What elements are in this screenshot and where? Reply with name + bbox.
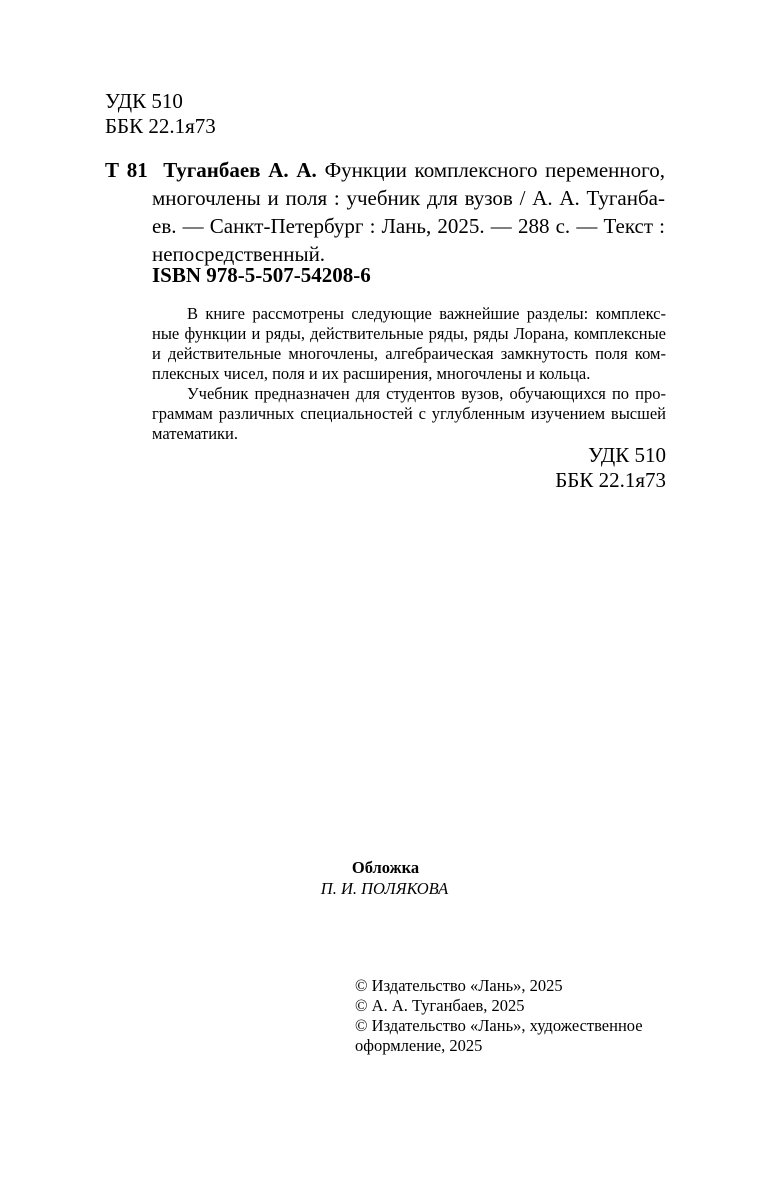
abstract-paragraph: В книге рассмотрены следующие важнейшие разделы: комплексные функции и ряды, действительные ряды, ряды Лорана, комплексные и действительные многочлены, алгебраическая замкнутость поля комплексных чисел, поля и их расширения, многочлены и кольца. — [152, 304, 666, 383]
classification-block-top — [105, 89, 216, 139]
bibliographic-entry — [105, 156, 665, 268]
classification-block-bottom — [555, 443, 666, 493]
cover-credit — [0, 857, 769, 899]
copyright-line: © Издательство «Лань», 2025 — [355, 976, 563, 995]
udk-code: УДК 510 — [588, 443, 666, 467]
abstract — [152, 304, 666, 444]
bbk-code: ББК 22.1я73 — [105, 114, 216, 138]
bbk-code: ББК 22.1я73 — [555, 468, 666, 492]
bibliographic-description: Функции комплексного переменного, многочлены и поля : учебник для вузов / А. А. Туганбаев. — Санкт-Петербург : Лань, 2025. — 288 с. — Текст : непосредственный. — [152, 158, 665, 266]
author-name: Туганбаев А. А. — [163, 158, 317, 182]
author-mark: Т 81 — [105, 158, 148, 182]
copyright-notices — [355, 976, 665, 1056]
abstract-paragraph: Учебник предназначен для студентов вузов, обучающихся по программам различных специальностей с углубленным изучением высшей математики. — [152, 384, 666, 443]
copyright-line: © А. А. Туганбаев, 2025 — [355, 996, 525, 1015]
cover-artist-name: П. И. ПОЛЯКОВА — [320, 879, 449, 898]
cover-credit-label: Обложка — [351, 858, 420, 877]
isbn: ISBN 978-5-507-54208-6 — [152, 263, 371, 287]
copyright-line: © Издательство «Лань», художественное оформление, 2025 — [355, 1016, 643, 1055]
udk-code: УДК 510 — [105, 89, 183, 113]
